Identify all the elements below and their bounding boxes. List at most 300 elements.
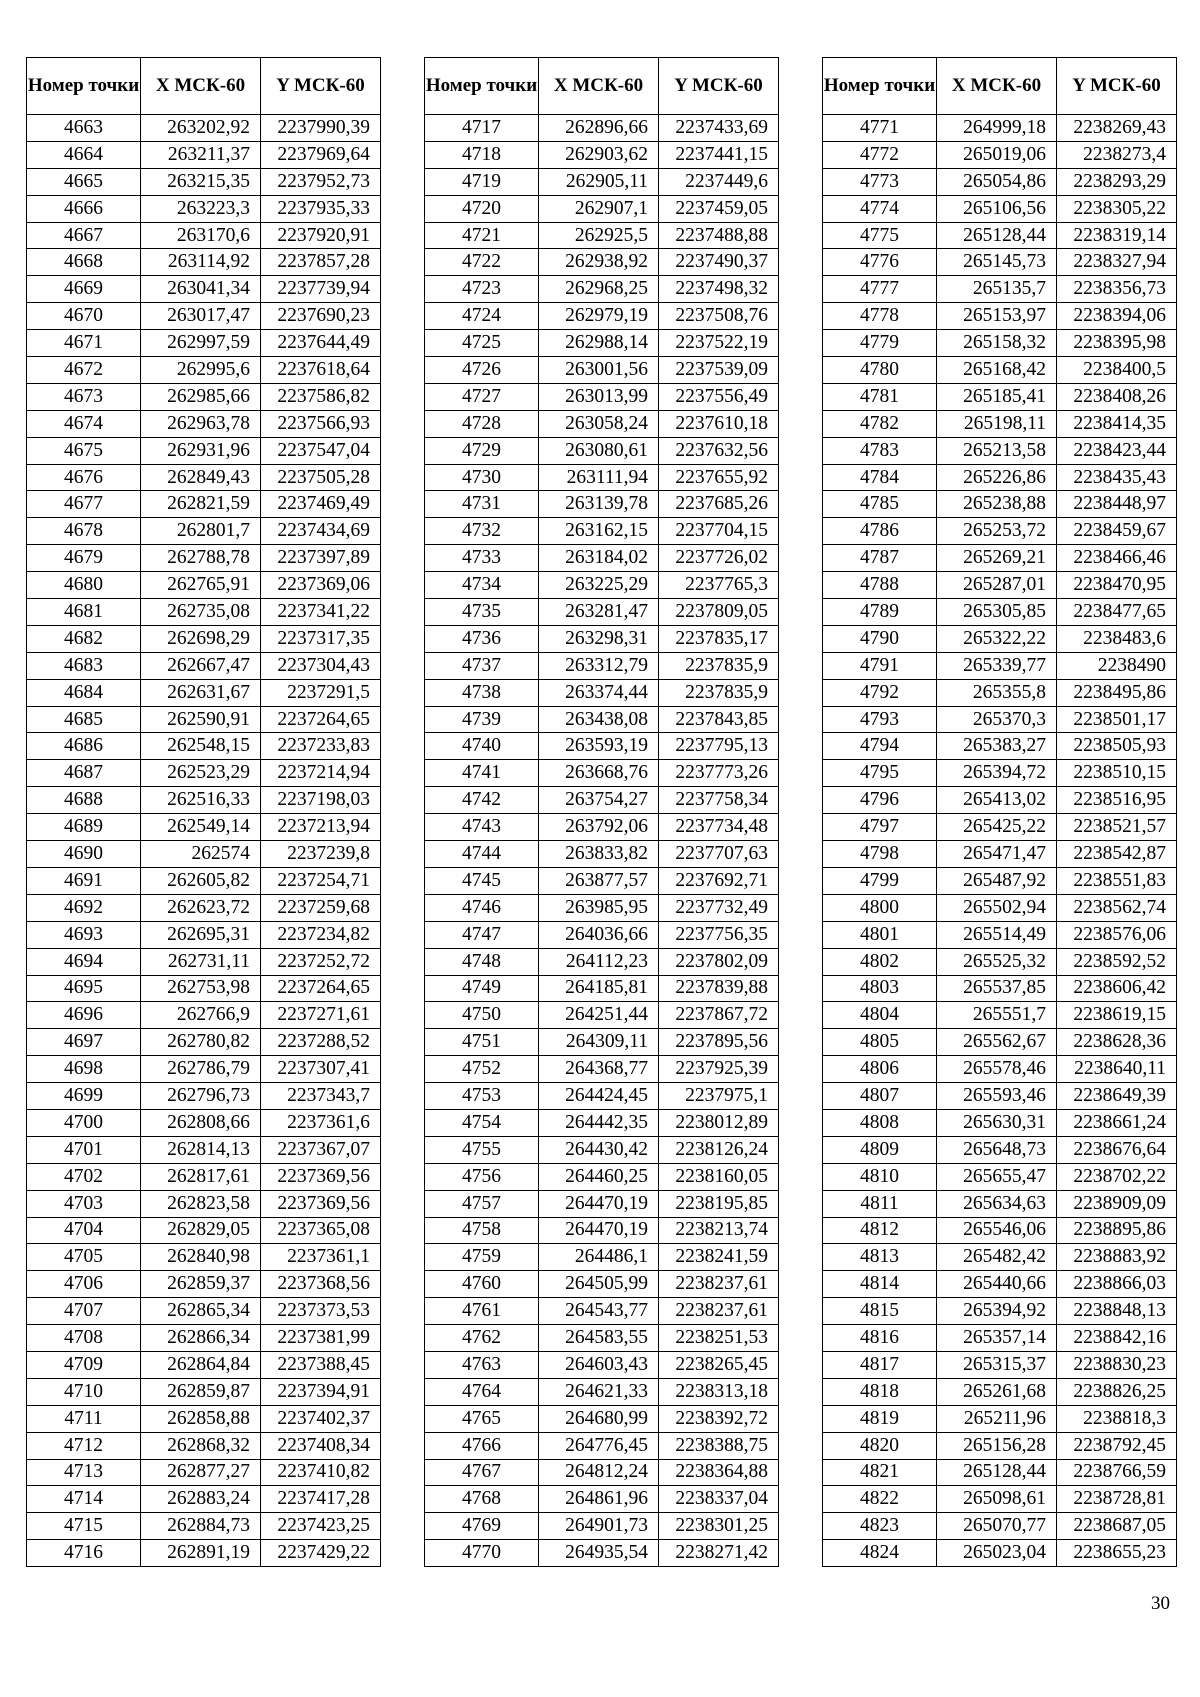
y-coordinate-cell: 2238728,81 xyxy=(1057,1486,1177,1513)
point-number-cell: 4721 xyxy=(425,222,539,249)
point-number-cell: 4699 xyxy=(27,1083,141,1110)
table-row xyxy=(27,1298,381,1325)
y-coordinate-cell: 2237441,15 xyxy=(659,141,779,168)
y-coordinate-cell: 2237459,05 xyxy=(659,195,779,222)
y-coordinate-cell: 2237429,22 xyxy=(261,1540,381,1567)
point-number-cell: 4727 xyxy=(425,383,539,410)
point-number-cell: 4674 xyxy=(27,410,141,437)
x-coordinate-cell: 262840,98 xyxy=(141,1244,261,1271)
x-coordinate-cell: 264861,96 xyxy=(539,1486,659,1513)
y-coordinate-cell: 2238495,86 xyxy=(1057,679,1177,706)
point-number-cell: 4797 xyxy=(823,814,937,841)
table-row xyxy=(27,141,381,168)
table-row xyxy=(823,1056,1177,1083)
table-row xyxy=(27,625,381,652)
point-number-cell: 4814 xyxy=(823,1271,937,1298)
point-number-cell: 4708 xyxy=(27,1325,141,1352)
y-coordinate-cell: 2237288,52 xyxy=(261,1029,381,1056)
point-number-cell: 4665 xyxy=(27,168,141,195)
table-row xyxy=(823,1136,1177,1163)
table-row xyxy=(27,1002,381,1029)
table-row xyxy=(425,814,779,841)
point-number-cell: 4780 xyxy=(823,357,937,384)
y-coordinate-cell: 2238501,17 xyxy=(1057,706,1177,733)
table-row xyxy=(27,276,381,303)
y-coordinate-cell: 2237368,56 xyxy=(261,1271,381,1298)
point-number-cell: 4739 xyxy=(425,706,539,733)
y-coordinate-cell: 2237365,08 xyxy=(261,1217,381,1244)
x-coordinate-cell: 263114,92 xyxy=(141,249,261,276)
y-coordinate-cell: 2238895,86 xyxy=(1057,1217,1177,1244)
point-number-cell: 4781 xyxy=(823,383,937,410)
y-coordinate-cell: 2237835,17 xyxy=(659,625,779,652)
table-row xyxy=(27,652,381,679)
table-row xyxy=(823,1190,1177,1217)
point-number-cell: 4746 xyxy=(425,894,539,921)
point-number-cell: 4706 xyxy=(27,1271,141,1298)
point-number-cell: 4778 xyxy=(823,303,937,330)
point-number-cell: 4682 xyxy=(27,625,141,652)
x-coordinate-cell: 265128,44 xyxy=(937,1459,1057,1486)
y-coordinate-cell: 2237618,64 xyxy=(261,357,381,384)
x-coordinate-cell: 264309,11 xyxy=(539,1029,659,1056)
table-row xyxy=(823,841,1177,868)
x-coordinate-cell: 263298,31 xyxy=(539,625,659,652)
table-row xyxy=(425,1325,779,1352)
table-row xyxy=(823,1405,1177,1432)
y-coordinate-cell: 2237975,1 xyxy=(659,1083,779,1110)
x-coordinate-cell: 265054,86 xyxy=(937,168,1057,195)
x-coordinate-cell: 262968,25 xyxy=(539,276,659,303)
x-coordinate-cell: 262735,08 xyxy=(141,599,261,626)
y-coordinate-cell: 2237952,73 xyxy=(261,168,381,195)
x-coordinate-cell: 265211,96 xyxy=(937,1405,1057,1432)
x-coordinate-cell: 263312,79 xyxy=(539,652,659,679)
table-row xyxy=(425,652,779,679)
x-coordinate-cell: 264776,45 xyxy=(539,1432,659,1459)
x-coordinate-cell: 262801,7 xyxy=(141,518,261,545)
x-coordinate-cell: 264812,24 xyxy=(539,1459,659,1486)
x-coordinate-cell: 265551,7 xyxy=(937,1002,1057,1029)
point-number-cell: 4805 xyxy=(823,1029,937,1056)
x-coordinate-cell: 262979,19 xyxy=(539,303,659,330)
coordinate-table-2 xyxy=(424,57,779,1567)
y-coordinate-cell: 2237655,92 xyxy=(659,464,779,491)
y-coordinate-cell: 2237969,64 xyxy=(261,141,381,168)
table-row xyxy=(425,1405,779,1432)
y-coordinate-cell: 2237843,85 xyxy=(659,706,779,733)
point-number-cell: 4789 xyxy=(823,599,937,626)
table-row xyxy=(425,303,779,330)
y-coordinate-cell: 2238126,24 xyxy=(659,1136,779,1163)
x-coordinate-cell: 262695,31 xyxy=(141,921,261,948)
y-coordinate-cell: 2238576,06 xyxy=(1057,921,1177,948)
table-row xyxy=(425,679,779,706)
x-coordinate-cell: 262896,66 xyxy=(539,115,659,142)
point-number-cell: 4769 xyxy=(425,1513,539,1540)
x-coordinate-cell: 263058,24 xyxy=(539,410,659,437)
y-coordinate-cell: 2238830,23 xyxy=(1057,1351,1177,1378)
table-row xyxy=(823,1513,1177,1540)
point-number-cell: 4690 xyxy=(27,841,141,868)
x-coordinate-cell: 265158,32 xyxy=(937,330,1057,357)
point-number-cell: 4718 xyxy=(425,141,539,168)
point-number-cell: 4714 xyxy=(27,1486,141,1513)
y-coordinate-cell: 2238606,42 xyxy=(1057,975,1177,1002)
x-coordinate-cell: 264430,42 xyxy=(539,1136,659,1163)
y-coordinate-cell: 2237925,39 xyxy=(659,1056,779,1083)
table-row xyxy=(27,1540,381,1567)
y-coordinate-cell: 2237704,15 xyxy=(659,518,779,545)
x-coordinate-cell: 263170,6 xyxy=(141,222,261,249)
y-coordinate-cell: 2237935,33 xyxy=(261,195,381,222)
coordinate-table-3 xyxy=(822,57,1177,1567)
y-coordinate-cell: 2238251,53 xyxy=(659,1325,779,1352)
y-coordinate-cell: 2237304,43 xyxy=(261,652,381,679)
table-row xyxy=(425,1540,779,1567)
point-number-cell: 4738 xyxy=(425,679,539,706)
table-row xyxy=(425,1432,779,1459)
x-coordinate-cell: 264470,19 xyxy=(539,1217,659,1244)
table-row xyxy=(823,330,1177,357)
table-row xyxy=(425,1029,779,1056)
table-row xyxy=(823,572,1177,599)
table-row xyxy=(27,1217,381,1244)
y-coordinate-cell: 2237802,09 xyxy=(659,948,779,975)
y-coordinate-cell: 2238388,75 xyxy=(659,1432,779,1459)
y-coordinate-cell: 2237373,53 xyxy=(261,1298,381,1325)
x-coordinate-cell: 264603,43 xyxy=(539,1351,659,1378)
y-coordinate-cell: 2237239,8 xyxy=(261,841,381,868)
y-coordinate-header: Y МСК-60 xyxy=(261,58,381,115)
x-coordinate-cell: 262788,78 xyxy=(141,545,261,572)
x-coordinate-cell: 264486,1 xyxy=(539,1244,659,1271)
y-coordinate-cell: 2238414,35 xyxy=(1057,410,1177,437)
point-number-cell: 4770 xyxy=(425,1540,539,1567)
table-row xyxy=(425,1136,779,1163)
table-row xyxy=(823,276,1177,303)
x-coordinate-cell: 265383,27 xyxy=(937,733,1057,760)
y-coordinate-cell: 2238394,06 xyxy=(1057,303,1177,330)
point-number-cell: 4762 xyxy=(425,1325,539,1352)
y-coordinate-cell: 2238866,03 xyxy=(1057,1271,1177,1298)
x-coordinate-cell: 263754,27 xyxy=(539,787,659,814)
x-coordinate-cell: 263877,57 xyxy=(539,867,659,894)
table-row xyxy=(823,1244,1177,1271)
y-coordinate-cell: 2238562,74 xyxy=(1057,894,1177,921)
x-coordinate-cell: 263162,15 xyxy=(539,518,659,545)
x-coordinate-cell: 263985,95 xyxy=(539,894,659,921)
point-number-cell: 4697 xyxy=(27,1029,141,1056)
table-row xyxy=(425,1190,779,1217)
y-coordinate-cell: 2237402,37 xyxy=(261,1405,381,1432)
x-coordinate-cell: 263223,3 xyxy=(141,195,261,222)
point-number-cell: 4726 xyxy=(425,357,539,384)
y-coordinate-cell: 2237394,91 xyxy=(261,1378,381,1405)
point-number-cell: 4768 xyxy=(425,1486,539,1513)
x-coordinate-cell: 265514,49 xyxy=(937,921,1057,948)
x-coordinate-cell: 263139,78 xyxy=(539,491,659,518)
table-row xyxy=(425,1351,779,1378)
x-coordinate-cell: 263374,44 xyxy=(539,679,659,706)
table-row xyxy=(425,1378,779,1405)
x-coordinate-cell: 265238,88 xyxy=(937,491,1057,518)
table-row xyxy=(823,1271,1177,1298)
point-number-cell: 4671 xyxy=(27,330,141,357)
point-number-cell: 4796 xyxy=(823,787,937,814)
table-row xyxy=(27,1351,381,1378)
table-row xyxy=(823,706,1177,733)
y-coordinate-cell: 2237434,69 xyxy=(261,518,381,545)
y-coordinate-cell: 2237361,6 xyxy=(261,1109,381,1136)
point-number-cell: 4818 xyxy=(823,1378,937,1405)
table-row xyxy=(27,1163,381,1190)
table-row xyxy=(823,1217,1177,1244)
table-header-row xyxy=(425,58,779,115)
table-row xyxy=(27,195,381,222)
table-row xyxy=(823,383,1177,410)
table-row xyxy=(425,599,779,626)
x-coordinate-cell: 262985,66 xyxy=(141,383,261,410)
point-number-cell: 4667 xyxy=(27,222,141,249)
x-coordinate-cell: 263202,92 xyxy=(141,115,261,142)
point-number-cell: 4717 xyxy=(425,115,539,142)
point-number-cell: 4673 xyxy=(27,383,141,410)
x-coordinate-cell: 265135,7 xyxy=(937,276,1057,303)
table-row xyxy=(823,814,1177,841)
table-row xyxy=(425,276,779,303)
y-coordinate-cell: 2237508,76 xyxy=(659,303,779,330)
x-coordinate-cell: 263225,29 xyxy=(539,572,659,599)
table-row xyxy=(425,1217,779,1244)
x-coordinate-cell: 265128,44 xyxy=(937,222,1057,249)
point-number-cell: 4756 xyxy=(425,1163,539,1190)
x-coordinate-cell: 265655,47 xyxy=(937,1163,1057,1190)
x-coordinate-cell: 263111,94 xyxy=(539,464,659,491)
table-row xyxy=(823,1486,1177,1513)
y-coordinate-cell: 2238516,95 xyxy=(1057,787,1177,814)
x-coordinate-cell: 264999,18 xyxy=(937,115,1057,142)
point-number-cell: 4729 xyxy=(425,437,539,464)
table-row xyxy=(27,115,381,142)
table-row xyxy=(823,599,1177,626)
x-coordinate-cell: 265630,31 xyxy=(937,1109,1057,1136)
x-coordinate-cell: 262817,61 xyxy=(141,1163,261,1190)
point-number-cell: 4753 xyxy=(425,1083,539,1110)
point-number-cell: 4788 xyxy=(823,572,937,599)
point-number-cell: 4734 xyxy=(425,572,539,599)
y-coordinate-cell: 2237369,56 xyxy=(261,1163,381,1190)
x-coordinate-header: X МСК-60 xyxy=(141,58,261,115)
point-number-cell: 4701 xyxy=(27,1136,141,1163)
table-row xyxy=(823,437,1177,464)
table-row xyxy=(425,1083,779,1110)
x-coordinate-cell: 262829,05 xyxy=(141,1217,261,1244)
y-coordinate-cell: 2237556,49 xyxy=(659,383,779,410)
point-number-cell: 4681 xyxy=(27,599,141,626)
x-coordinate-cell: 264680,99 xyxy=(539,1405,659,1432)
table-row xyxy=(27,1244,381,1271)
table-row xyxy=(425,168,779,195)
table-row xyxy=(425,948,779,975)
x-coordinate-cell: 265153,97 xyxy=(937,303,1057,330)
x-coordinate-cell: 265634,63 xyxy=(937,1190,1057,1217)
table-body xyxy=(823,115,1177,1567)
y-coordinate-cell: 2237732,49 xyxy=(659,894,779,921)
x-coordinate-cell: 262868,32 xyxy=(141,1432,261,1459)
point-number-cell: 4750 xyxy=(425,1002,539,1029)
y-coordinate-cell: 2237198,03 xyxy=(261,787,381,814)
y-coordinate-cell: 2237341,22 xyxy=(261,599,381,626)
y-coordinate-cell: 2237586,82 xyxy=(261,383,381,410)
y-coordinate-cell: 2237408,34 xyxy=(261,1432,381,1459)
point-number-cell: 4761 xyxy=(425,1298,539,1325)
table-row xyxy=(823,357,1177,384)
x-coordinate-cell: 262859,37 xyxy=(141,1271,261,1298)
point-number-cell: 4787 xyxy=(823,545,937,572)
y-coordinate-cell: 2238655,23 xyxy=(1057,1540,1177,1567)
y-coordinate-cell: 2237539,09 xyxy=(659,357,779,384)
x-coordinate-cell: 262590,91 xyxy=(141,706,261,733)
x-coordinate-cell: 265145,73 xyxy=(937,249,1057,276)
y-coordinate-cell: 2238327,94 xyxy=(1057,249,1177,276)
table-row xyxy=(27,545,381,572)
x-coordinate-cell: 262963,78 xyxy=(141,410,261,437)
x-coordinate-cell: 262623,72 xyxy=(141,894,261,921)
point-number-cell: 4748 xyxy=(425,948,539,975)
table-row xyxy=(27,867,381,894)
x-coordinate-cell: 262866,34 xyxy=(141,1325,261,1352)
point-number-cell: 4801 xyxy=(823,921,937,948)
x-coordinate-cell: 262883,24 xyxy=(141,1486,261,1513)
point-number-cell: 4803 xyxy=(823,975,937,1002)
point-number-cell: 4802 xyxy=(823,948,937,975)
y-coordinate-cell: 2237369,06 xyxy=(261,572,381,599)
y-coordinate-cell: 2238883,92 xyxy=(1057,1244,1177,1271)
y-coordinate-cell: 2238395,98 xyxy=(1057,330,1177,357)
point-number-cell: 4710 xyxy=(27,1378,141,1405)
x-coordinate-cell: 264470,19 xyxy=(539,1190,659,1217)
table-row xyxy=(823,249,1177,276)
point-number-cell: 4688 xyxy=(27,787,141,814)
point-number-cell: 4724 xyxy=(425,303,539,330)
y-coordinate-header: Y МСК-60 xyxy=(1057,58,1177,115)
y-coordinate-cell: 2237835,9 xyxy=(659,652,779,679)
table-row xyxy=(425,249,779,276)
x-coordinate-cell: 262796,73 xyxy=(141,1083,261,1110)
table-row xyxy=(823,1083,1177,1110)
x-coordinate-cell: 262859,87 xyxy=(141,1378,261,1405)
y-coordinate-cell: 2238195,85 xyxy=(659,1190,779,1217)
point-number-header: Номер точки xyxy=(425,58,539,115)
point-number-cell: 4785 xyxy=(823,491,937,518)
table-row xyxy=(27,1325,381,1352)
x-coordinate-cell: 262667,47 xyxy=(141,652,261,679)
table-row xyxy=(823,679,1177,706)
x-coordinate-cell: 264368,77 xyxy=(539,1056,659,1083)
table-row xyxy=(425,518,779,545)
point-number-cell: 4725 xyxy=(425,330,539,357)
point-number-cell: 4815 xyxy=(823,1298,937,1325)
table-row xyxy=(425,1109,779,1136)
table-row xyxy=(823,1325,1177,1352)
x-coordinate-cell: 264901,73 xyxy=(539,1513,659,1540)
y-coordinate-cell: 2238640,11 xyxy=(1057,1056,1177,1083)
point-number-cell: 4775 xyxy=(823,222,937,249)
point-number-cell: 4819 xyxy=(823,1405,937,1432)
point-number-cell: 4736 xyxy=(425,625,539,652)
y-coordinate-cell: 2237214,94 xyxy=(261,760,381,787)
point-number-cell: 4795 xyxy=(823,760,937,787)
x-coordinate-cell: 265394,72 xyxy=(937,760,1057,787)
x-coordinate-cell: 265487,92 xyxy=(937,867,1057,894)
table-row xyxy=(27,491,381,518)
y-coordinate-cell: 2238337,04 xyxy=(659,1486,779,1513)
x-coordinate-cell: 262931,96 xyxy=(141,437,261,464)
point-number-cell: 4732 xyxy=(425,518,539,545)
y-coordinate-cell: 2238702,22 xyxy=(1057,1163,1177,1190)
table-row xyxy=(425,867,779,894)
x-coordinate-cell: 262988,14 xyxy=(539,330,659,357)
point-number-cell: 4720 xyxy=(425,195,539,222)
x-coordinate-cell: 265305,85 xyxy=(937,599,1057,626)
y-coordinate-cell: 2237505,28 xyxy=(261,464,381,491)
table-row xyxy=(823,303,1177,330)
point-number-cell: 4747 xyxy=(425,921,539,948)
x-coordinate-cell: 263080,61 xyxy=(539,437,659,464)
x-coordinate-cell: 262808,66 xyxy=(141,1109,261,1136)
x-coordinate-cell: 264251,44 xyxy=(539,1002,659,1029)
point-number-header: Номер точки xyxy=(27,58,141,115)
table-row xyxy=(27,383,381,410)
point-number-cell: 4686 xyxy=(27,733,141,760)
y-coordinate-cell: 2238448,97 xyxy=(1057,491,1177,518)
point-number-cell: 4793 xyxy=(823,706,937,733)
x-coordinate-cell: 265339,77 xyxy=(937,652,1057,679)
y-coordinate-cell: 2237423,25 xyxy=(261,1513,381,1540)
y-coordinate-cell: 2238423,44 xyxy=(1057,437,1177,464)
point-number-cell: 4670 xyxy=(27,303,141,330)
table-row xyxy=(27,1136,381,1163)
point-number-cell: 4812 xyxy=(823,1217,937,1244)
table-row xyxy=(425,1486,779,1513)
x-coordinate-cell: 265019,06 xyxy=(937,141,1057,168)
y-coordinate-cell: 2237488,88 xyxy=(659,222,779,249)
x-coordinate-cell: 265355,8 xyxy=(937,679,1057,706)
point-number-cell: 4754 xyxy=(425,1109,539,1136)
x-coordinate-cell: 262814,13 xyxy=(141,1136,261,1163)
y-coordinate-cell: 2237795,13 xyxy=(659,733,779,760)
table-row xyxy=(27,437,381,464)
point-number-cell: 4700 xyxy=(27,1109,141,1136)
y-coordinate-cell: 2238364,88 xyxy=(659,1459,779,1486)
point-number-cell: 4791 xyxy=(823,652,937,679)
y-coordinate-cell: 2238435,43 xyxy=(1057,464,1177,491)
point-number-cell: 4790 xyxy=(823,625,937,652)
x-coordinate-cell: 265593,46 xyxy=(937,1083,1057,1110)
y-coordinate-cell: 2237469,49 xyxy=(261,491,381,518)
x-coordinate-cell: 264621,33 xyxy=(539,1378,659,1405)
table-row xyxy=(425,222,779,249)
point-number-cell: 4692 xyxy=(27,894,141,921)
point-number-cell: 4719 xyxy=(425,168,539,195)
table-row xyxy=(27,303,381,330)
point-number-cell: 4741 xyxy=(425,760,539,787)
point-number-cell: 4731 xyxy=(425,491,539,518)
table-row xyxy=(425,625,779,652)
table-row xyxy=(27,1459,381,1486)
y-coordinate-cell: 2237522,19 xyxy=(659,330,779,357)
